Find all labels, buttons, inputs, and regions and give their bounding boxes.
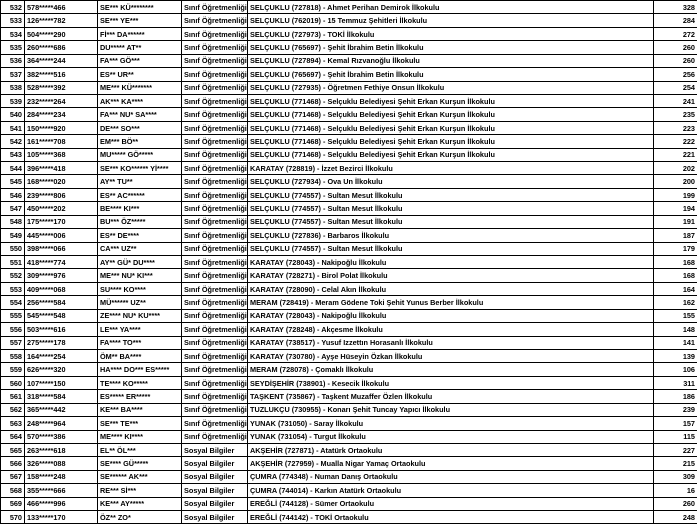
row-index-cell[interactable]: 563 [1, 417, 25, 430]
identity-number-cell[interactable]: 445*****006 [25, 229, 98, 242]
count-cell[interactable]: 162 [654, 296, 697, 309]
count-cell[interactable]: 309 [654, 470, 697, 483]
person-name-cell[interactable]: ES** DE**** [98, 229, 182, 242]
person-name-cell[interactable]: ÖM** BA**** [98, 349, 182, 362]
row-index-cell[interactable]: 549 [1, 229, 25, 242]
table-row[interactable] [1, 296, 697, 309]
school-cell[interactable]: SELÇUKLU (727836) - Barbaros İlkokulu [248, 229, 654, 242]
identity-number-cell[interactable]: 528*****392 [25, 81, 98, 94]
person-name-cell[interactable]: SU**** KO**** [98, 282, 182, 295]
identity-number-cell[interactable]: 105*****368 [25, 148, 98, 161]
identity-number-cell[interactable]: 418*****774 [25, 256, 98, 269]
identity-number-cell[interactable]: 175*****170 [25, 215, 98, 228]
count-cell[interactable]: 260 [654, 54, 697, 67]
count-cell[interactable]: 148 [654, 323, 697, 336]
person-name-cell[interactable]: BE**** KI*** [98, 202, 182, 215]
row-index-cell[interactable]: 557 [1, 336, 25, 349]
table-row[interactable] [1, 470, 697, 483]
table-row[interactable] [1, 54, 697, 67]
row-index-cell[interactable]: 570 [1, 511, 25, 524]
table-row[interactable] [1, 68, 697, 81]
table-row[interactable] [1, 202, 697, 215]
count-cell[interactable]: 157 [654, 417, 697, 430]
person-name-cell[interactable]: AY** TU** [98, 175, 182, 188]
row-index-cell[interactable]: 544 [1, 162, 25, 175]
person-name-cell[interactable]: FA*** GÖ*** [98, 54, 182, 67]
person-name-cell[interactable]: FA**** TO*** [98, 336, 182, 349]
identity-number-cell[interactable]: 326*****088 [25, 457, 98, 470]
table-row[interactable] [1, 511, 697, 524]
person-name-cell[interactable]: KE*** AY***** [98, 497, 182, 510]
identity-number-cell[interactable]: 396*****418 [25, 162, 98, 175]
row-index-cell[interactable]: 559 [1, 363, 25, 376]
branch-cell[interactable]: Sınıf Öğretmenliği [182, 14, 248, 27]
identity-number-cell[interactable]: 450*****202 [25, 202, 98, 215]
row-index-cell[interactable]: 566 [1, 457, 25, 470]
branch-cell[interactable]: Sınıf Öğretmenliği [182, 68, 248, 81]
table-row[interactable] [1, 417, 697, 430]
identity-number-cell[interactable]: 355*****666 [25, 484, 98, 497]
table-row[interactable] [1, 175, 697, 188]
school-cell[interactable]: SELÇUKLU (727818) - Ahmet Perihan Demirok İlkokulu [248, 1, 654, 14]
branch-cell[interactable]: Sosyal Bilgiler [182, 484, 248, 497]
table-row[interactable] [1, 108, 697, 121]
person-name-cell[interactable]: ZE**** NU* KU**** [98, 309, 182, 322]
person-name-cell[interactable]: AK*** KA**** [98, 94, 182, 107]
table-body [1, 1, 697, 524]
school-cell[interactable]: SEYDİŞEHİR (738901) - Kesecik İlkokulu [248, 376, 654, 389]
identity-number-cell[interactable]: 309*****976 [25, 269, 98, 282]
table-row[interactable] [1, 256, 697, 269]
identity-number-cell[interactable]: 164*****254 [25, 349, 98, 362]
count-cell[interactable]: 186 [654, 390, 697, 403]
person-name-cell[interactable]: EL** ÖL*** [98, 443, 182, 456]
count-cell[interactable]: 284 [654, 14, 697, 27]
table-row[interactable] [1, 349, 697, 362]
count-cell[interactable]: 155 [654, 309, 697, 322]
identity-number-cell[interactable]: 256*****584 [25, 296, 98, 309]
table-row[interactable] [1, 14, 697, 27]
school-cell[interactable]: ÇUMRA (744014) - Karkın Atatürk Ortaokulu [248, 484, 654, 497]
row-index-cell[interactable]: 567 [1, 470, 25, 483]
school-cell[interactable]: SELÇUKLU (727935) - Öğretmen Fethiye Onsun İlkokulu [248, 81, 654, 94]
table-row[interactable] [1, 336, 697, 349]
row-index-cell[interactable]: 560 [1, 376, 25, 389]
row-index-cell[interactable]: 568 [1, 484, 25, 497]
table-row[interactable] [1, 121, 697, 134]
table-row[interactable] [1, 390, 697, 403]
count-cell[interactable]: 179 [654, 242, 697, 255]
row-index-cell[interactable]: 546 [1, 188, 25, 201]
table-row[interactable] [1, 443, 697, 456]
person-name-cell[interactable]: SE**** GÜ***** [98, 457, 182, 470]
person-name-cell[interactable]: ÖZ** ZO* [98, 511, 182, 524]
count-cell[interactable]: 168 [654, 269, 697, 282]
branch-cell[interactable]: Sınıf Öğretmenliği [182, 215, 248, 228]
count-cell[interactable]: 248 [654, 511, 697, 524]
school-cell[interactable]: EREĞLİ (744142) - TOKİ Ortaokulu [248, 511, 654, 524]
school-cell[interactable]: SELÇUKLU (765697) - Şehit İbrahim Betin İlkokulu [248, 68, 654, 81]
school-cell[interactable]: AKŞEHİR (727959) - Mualla Nigar Yamaç Ortaokulu [248, 457, 654, 470]
row-index-cell[interactable]: 532 [1, 1, 25, 14]
identity-number-cell[interactable]: 364*****244 [25, 54, 98, 67]
school-cell[interactable]: SELÇUKLU (771468) - Selçuklu Belediyesi Şehit Erkan Kurşun İlkokulu [248, 94, 654, 107]
school-cell[interactable]: SELÇUKLU (727934) - Ova Un İlkokulu [248, 175, 654, 188]
row-index-cell[interactable]: 539 [1, 94, 25, 107]
row-index-cell[interactable]: 553 [1, 282, 25, 295]
row-index-cell[interactable]: 547 [1, 202, 25, 215]
row-index-cell[interactable]: 552 [1, 269, 25, 282]
branch-cell[interactable]: Sınıf Öğretmenliği [182, 363, 248, 376]
branch-cell[interactable]: Sınıf Öğretmenliği [182, 41, 248, 54]
person-name-cell[interactable]: DU***** AT** [98, 41, 182, 54]
row-index-cell[interactable]: 535 [1, 41, 25, 54]
school-cell[interactable]: SELÇUKLU (774557) - Sultan Mesut İlkokulu [248, 188, 654, 201]
row-index-cell[interactable]: 545 [1, 175, 25, 188]
table-row[interactable] [1, 323, 697, 336]
identity-number-cell[interactable]: 239*****806 [25, 188, 98, 201]
table-row[interactable] [1, 363, 697, 376]
identity-number-cell[interactable]: 107*****150 [25, 376, 98, 389]
person-name-cell[interactable]: TE**** KO***** [98, 376, 182, 389]
school-cell[interactable]: KARATAY (728090) - Celal Akın İlkokulu [248, 282, 654, 295]
count-cell[interactable]: 241 [654, 94, 697, 107]
person-name-cell[interactable]: Fİ*** DA****** [98, 27, 182, 40]
count-cell[interactable]: 256 [654, 68, 697, 81]
count-cell[interactable]: 168 [654, 256, 697, 269]
school-cell[interactable]: KARATAY (728043) - Nakipoğlu İlkokulu [248, 309, 654, 322]
school-cell[interactable]: SELÇUKLU (771468) - Selçuklu Belediyesi Şehit Erkan Kurşun İlkokulu [248, 108, 654, 121]
count-cell[interactable]: 227 [654, 443, 697, 456]
row-index-cell[interactable]: 536 [1, 54, 25, 67]
person-name-cell[interactable]: RE*** Sİ*** [98, 484, 182, 497]
row-index-cell[interactable]: 538 [1, 81, 25, 94]
table-row[interactable] [1, 188, 697, 201]
row-index-cell[interactable]: 564 [1, 430, 25, 443]
school-cell[interactable]: SELÇUKLU (727894) - Kemal Rızvanoğlu İlkokulu [248, 54, 654, 67]
person-name-cell[interactable]: KE*** BA**** [98, 403, 182, 416]
table-row[interactable] [1, 215, 697, 228]
row-index-cell[interactable]: 562 [1, 403, 25, 416]
identity-number-cell[interactable]: 570*****386 [25, 430, 98, 443]
branch-cell[interactable]: Sosyal Bilgiler [182, 443, 248, 456]
branch-cell[interactable]: Sınıf Öğretmenliği [182, 256, 248, 269]
person-name-cell[interactable]: ME*** NU* KI*** [98, 269, 182, 282]
identity-number-cell[interactable]: 626*****320 [25, 363, 98, 376]
identity-number-cell[interactable]: 545*****548 [25, 309, 98, 322]
count-cell[interactable]: 194 [654, 202, 697, 215]
table-row[interactable] [1, 135, 697, 148]
table-row[interactable] [1, 94, 697, 107]
person-name-cell[interactable]: FA*** NU* SA**** [98, 108, 182, 121]
identity-number-cell[interactable]: 263*****618 [25, 443, 98, 456]
identity-number-cell[interactable]: 168*****020 [25, 175, 98, 188]
table-row[interactable] [1, 162, 697, 175]
school-cell[interactable]: KARATAY (728248) - Akçesme İlkokulu [248, 323, 654, 336]
row-index-cell[interactable]: 551 [1, 256, 25, 269]
row-index-cell[interactable]: 569 [1, 497, 25, 510]
table-row[interactable] [1, 430, 697, 443]
person-name-cell[interactable]: SE****** AK*** [98, 470, 182, 483]
branch-cell[interactable]: Sınıf Öğretmenliği [182, 121, 248, 134]
branch-cell[interactable]: Sınıf Öğretmenliği [182, 376, 248, 389]
row-index-cell[interactable]: 556 [1, 323, 25, 336]
table-row[interactable] [1, 242, 697, 255]
identity-number-cell[interactable]: 232*****264 [25, 94, 98, 107]
branch-cell[interactable]: Sosyal Bilgiler [182, 457, 248, 470]
row-index-cell[interactable]: 555 [1, 309, 25, 322]
school-cell[interactable]: SELÇUKLU (774557) - Sultan Mesut İlkokulu [248, 215, 654, 228]
school-cell[interactable]: MERAM (728419) - Meram Gödene Toki Şehit Yunus Berber İlkokulu [248, 296, 654, 309]
person-name-cell[interactable]: EM*** BÖ** [98, 135, 182, 148]
branch-cell[interactable]: Sosyal Bilgiler [182, 511, 248, 524]
school-cell[interactable]: YUNAK (731054) - Turgut İlkokulu [248, 430, 654, 443]
row-index-cell[interactable]: 543 [1, 148, 25, 161]
row-index-cell[interactable]: 550 [1, 242, 25, 255]
school-cell[interactable]: SELÇUKLU (771468) - Selçuklu Belediyesi Şehit Erkan Kurşun İlkokulu [248, 121, 654, 134]
school-cell[interactable]: YUNAK (731050) - Saray İlkokulu [248, 417, 654, 430]
person-name-cell[interactable]: ES***** ER***** [98, 390, 182, 403]
branch-cell[interactable]: Sosyal Bilgiler [182, 497, 248, 510]
table-row[interactable] [1, 484, 697, 497]
table-row[interactable] [1, 282, 697, 295]
identity-number-cell[interactable]: 398*****066 [25, 242, 98, 255]
school-cell[interactable]: SELÇUKLU (771468) - Selçuklu Belediyesi Şehit Erkan Kurşun İlkokulu [248, 135, 654, 148]
person-name-cell[interactable]: ME*** KÜ******* [98, 81, 182, 94]
count-cell[interactable]: 223 [654, 121, 697, 134]
identity-number-cell[interactable]: 382*****516 [25, 68, 98, 81]
branch-cell[interactable]: Sınıf Öğretmenliği [182, 135, 248, 148]
row-index-cell[interactable]: 533 [1, 14, 25, 27]
identity-number-cell[interactable]: 318*****584 [25, 390, 98, 403]
count-cell[interactable]: 202 [654, 162, 697, 175]
count-cell[interactable]: 254 [654, 81, 697, 94]
identity-number-cell[interactable]: 275*****178 [25, 336, 98, 349]
person-name-cell[interactable]: HA**** DO*** ES***** [98, 363, 182, 376]
row-index-cell[interactable]: 542 [1, 135, 25, 148]
identity-number-cell[interactable]: 409*****068 [25, 282, 98, 295]
branch-cell[interactable]: Sınıf Öğretmenliği [182, 242, 248, 255]
count-cell[interactable]: 141 [654, 336, 697, 349]
person-name-cell[interactable]: BU*** ÖZ***** [98, 215, 182, 228]
person-name-cell[interactable]: DE*** SO*** [98, 121, 182, 134]
table-row[interactable] [1, 229, 697, 242]
identity-number-cell[interactable]: 503*****616 [25, 323, 98, 336]
branch-cell[interactable]: Sınıf Öğretmenliği [182, 269, 248, 282]
branch-cell[interactable]: Sınıf Öğretmenliği [182, 188, 248, 201]
person-name-cell[interactable]: ES** UR** [98, 68, 182, 81]
row-index-cell[interactable]: 561 [1, 390, 25, 403]
branch-cell[interactable]: Sınıf Öğretmenliği [182, 94, 248, 107]
school-cell[interactable]: EREĞLİ (744128) - Sümer Ortaokulu [248, 497, 654, 510]
branch-cell[interactable]: Sınıf Öğretmenliği [182, 81, 248, 94]
school-cell[interactable]: SELÇUKLU (762019) - 15 Temmuz Şehitleri İlkokulu [248, 14, 654, 27]
branch-cell[interactable]: Sınıf Öğretmenliği [182, 309, 248, 322]
branch-cell[interactable]: Sınıf Öğretmenliği [182, 403, 248, 416]
row-index-cell[interactable]: 548 [1, 215, 25, 228]
identity-number-cell[interactable]: 133*****170 [25, 511, 98, 524]
branch-cell[interactable]: Sınıf Öğretmenliği [182, 148, 248, 161]
school-cell[interactable]: KARATAY (728043) - Nakipoğlu İlkokulu [248, 256, 654, 269]
person-name-cell[interactable]: CA*** UZ** [98, 242, 182, 255]
branch-cell[interactable]: Sınıf Öğretmenliği [182, 390, 248, 403]
school-cell[interactable]: AKŞEHİR (727871) - Atatürk Ortaokulu [248, 443, 654, 456]
table-row[interactable] [1, 497, 697, 510]
table-row[interactable] [1, 457, 697, 470]
identity-number-cell[interactable]: 248*****964 [25, 417, 98, 430]
identity-number-cell[interactable]: 466*****996 [25, 497, 98, 510]
table-row[interactable] [1, 41, 697, 54]
table-row[interactable] [1, 148, 697, 161]
identity-number-cell[interactable]: 578*****466 [25, 1, 98, 14]
table-row[interactable] [1, 27, 697, 40]
identity-number-cell[interactable]: 284*****234 [25, 108, 98, 121]
count-cell[interactable]: 164 [654, 282, 697, 295]
count-cell[interactable]: 139 [654, 349, 697, 362]
identity-number-cell[interactable]: 158*****248 [25, 470, 98, 483]
count-cell[interactable]: 311 [654, 376, 697, 389]
count-cell[interactable]: 222 [654, 135, 697, 148]
branch-cell[interactable]: Sınıf Öğretmenliği [182, 108, 248, 121]
count-cell[interactable]: 199 [654, 188, 697, 201]
identity-number-cell[interactable]: 161*****708 [25, 135, 98, 148]
school-cell[interactable]: SELÇUKLU (727973) - TOKİ İlkokulu [248, 27, 654, 40]
row-index-cell[interactable]: 541 [1, 121, 25, 134]
branch-cell[interactable]: Sınıf Öğretmenliği [182, 1, 248, 14]
branch-cell[interactable]: Sınıf Öğretmenliği [182, 54, 248, 67]
branch-cell[interactable]: Sınıf Öğretmenliği [182, 229, 248, 242]
school-cell[interactable]: SELÇUKLU (765697) - Şehit İbrahim Betin İlkokulu [248, 41, 654, 54]
identity-number-cell[interactable]: 126*****782 [25, 14, 98, 27]
person-name-cell[interactable]: MÜ****** UZ** [98, 296, 182, 309]
identity-number-cell[interactable]: 260*****686 [25, 41, 98, 54]
count-cell[interactable]: 235 [654, 108, 697, 121]
school-cell[interactable]: KARATAY (730780) - Ayşe Hüseyin Özkan İlkokulu [248, 349, 654, 362]
branch-cell[interactable]: Sınıf Öğretmenliği [182, 175, 248, 188]
person-name-cell[interactable]: AY** GÜ* DU**** [98, 256, 182, 269]
count-cell[interactable]: 115 [654, 430, 697, 443]
count-cell[interactable]: 221 [654, 148, 697, 161]
school-cell[interactable]: KARATAY (738517) - Yusuf Izzettın Horasanlı İlkokulu [248, 336, 654, 349]
table-row[interactable] [1, 309, 697, 322]
school-cell[interactable]: SELÇUKLU (774557) - Sultan Mesut İlkokulu [248, 242, 654, 255]
table-row[interactable] [1, 1, 697, 14]
identity-number-cell[interactable]: 504*****290 [25, 27, 98, 40]
person-name-cell[interactable]: ES** AC****** [98, 188, 182, 201]
row-index-cell[interactable]: 534 [1, 27, 25, 40]
count-cell[interactable]: 215 [654, 457, 697, 470]
count-cell[interactable]: 260 [654, 497, 697, 510]
count-cell[interactable]: 260 [654, 41, 697, 54]
count-cell[interactable]: 16 [654, 484, 697, 497]
person-name-cell[interactable]: SE*** KÜ******** [98, 1, 182, 14]
branch-cell[interactable]: Sınıf Öğretmenliği [182, 430, 248, 443]
branch-cell[interactable]: Sınıf Öğretmenliği [182, 282, 248, 295]
branch-cell[interactable]: Sınıf Öğretmenliği [182, 162, 248, 175]
branch-cell[interactable]: Sınıf Öğretmenliği [182, 349, 248, 362]
table-row[interactable] [1, 403, 697, 416]
person-name-cell[interactable]: LE*** YA**** [98, 323, 182, 336]
table-row[interactable] [1, 269, 697, 282]
count-cell[interactable]: 272 [654, 27, 697, 40]
person-name-cell[interactable]: SE*** KO****** Yİ**** [98, 162, 182, 175]
person-name-cell[interactable]: SE*** TE*** [98, 417, 182, 430]
person-name-cell[interactable]: SE*** YE*** [98, 14, 182, 27]
count-cell[interactable]: 187 [654, 229, 697, 242]
school-cell[interactable]: TAŞKENT (735867) - Taşkent Muzaffer Özlen İlkokulu [248, 390, 654, 403]
school-cell[interactable]: SELÇUKLU (774557) - Sultan Mesut İlkokulu [248, 202, 654, 215]
school-cell[interactable]: ÇUMRA (774348) - Numan Danış Ortaokulu [248, 470, 654, 483]
table-row[interactable] [1, 376, 697, 389]
identity-number-cell[interactable]: 150*****920 [25, 121, 98, 134]
branch-cell[interactable]: Sınıf Öğretmenliği [182, 202, 248, 215]
count-cell[interactable]: 191 [654, 215, 697, 228]
row-index-cell[interactable]: 537 [1, 68, 25, 81]
person-name-cell[interactable]: ME**** KI**** [98, 430, 182, 443]
branch-cell[interactable]: Sınıf Öğretmenliği [182, 336, 248, 349]
table-row[interactable] [1, 81, 697, 94]
branch-cell[interactable]: Sınıf Öğretmenliği [182, 323, 248, 336]
row-index-cell[interactable]: 540 [1, 108, 25, 121]
school-cell[interactable]: KARATAY (728819) - İzzet Bezirci İlkokulu [248, 162, 654, 175]
count-cell[interactable]: 328 [654, 1, 697, 14]
school-cell[interactable]: TUZLUKÇU (730955) - Konarı Şehit Tuncay Yapıcı İlkokulu [248, 403, 654, 416]
school-cell[interactable]: KARATAY (728271) - Birol Polat İlkokulu [248, 269, 654, 282]
count-cell[interactable]: 106 [654, 363, 697, 376]
person-name-cell[interactable]: MU***** GÖ***** [98, 148, 182, 161]
row-index-cell[interactable]: 554 [1, 296, 25, 309]
row-index-cell[interactable]: 565 [1, 443, 25, 456]
branch-cell[interactable]: Sosyal Bilgiler [182, 470, 248, 483]
count-cell[interactable]: 239 [654, 403, 697, 416]
branch-cell[interactable]: Sınıf Öğretmenliği [182, 27, 248, 40]
count-cell[interactable]: 200 [654, 175, 697, 188]
school-cell[interactable]: MERAM (728078) - Çomaklı İlkokulu [248, 363, 654, 376]
school-cell[interactable]: SELÇUKLU (771468) - Selçuklu Belediyesi Şehit Erkan Kurşun İlkokulu [248, 148, 654, 161]
identity-number-cell[interactable]: 365*****442 [25, 403, 98, 416]
row-index-cell[interactable]: 558 [1, 349, 25, 362]
branch-cell[interactable]: Sınıf Öğretmenliği [182, 296, 248, 309]
branch-cell[interactable]: Sınıf Öğretmenliği [182, 417, 248, 430]
